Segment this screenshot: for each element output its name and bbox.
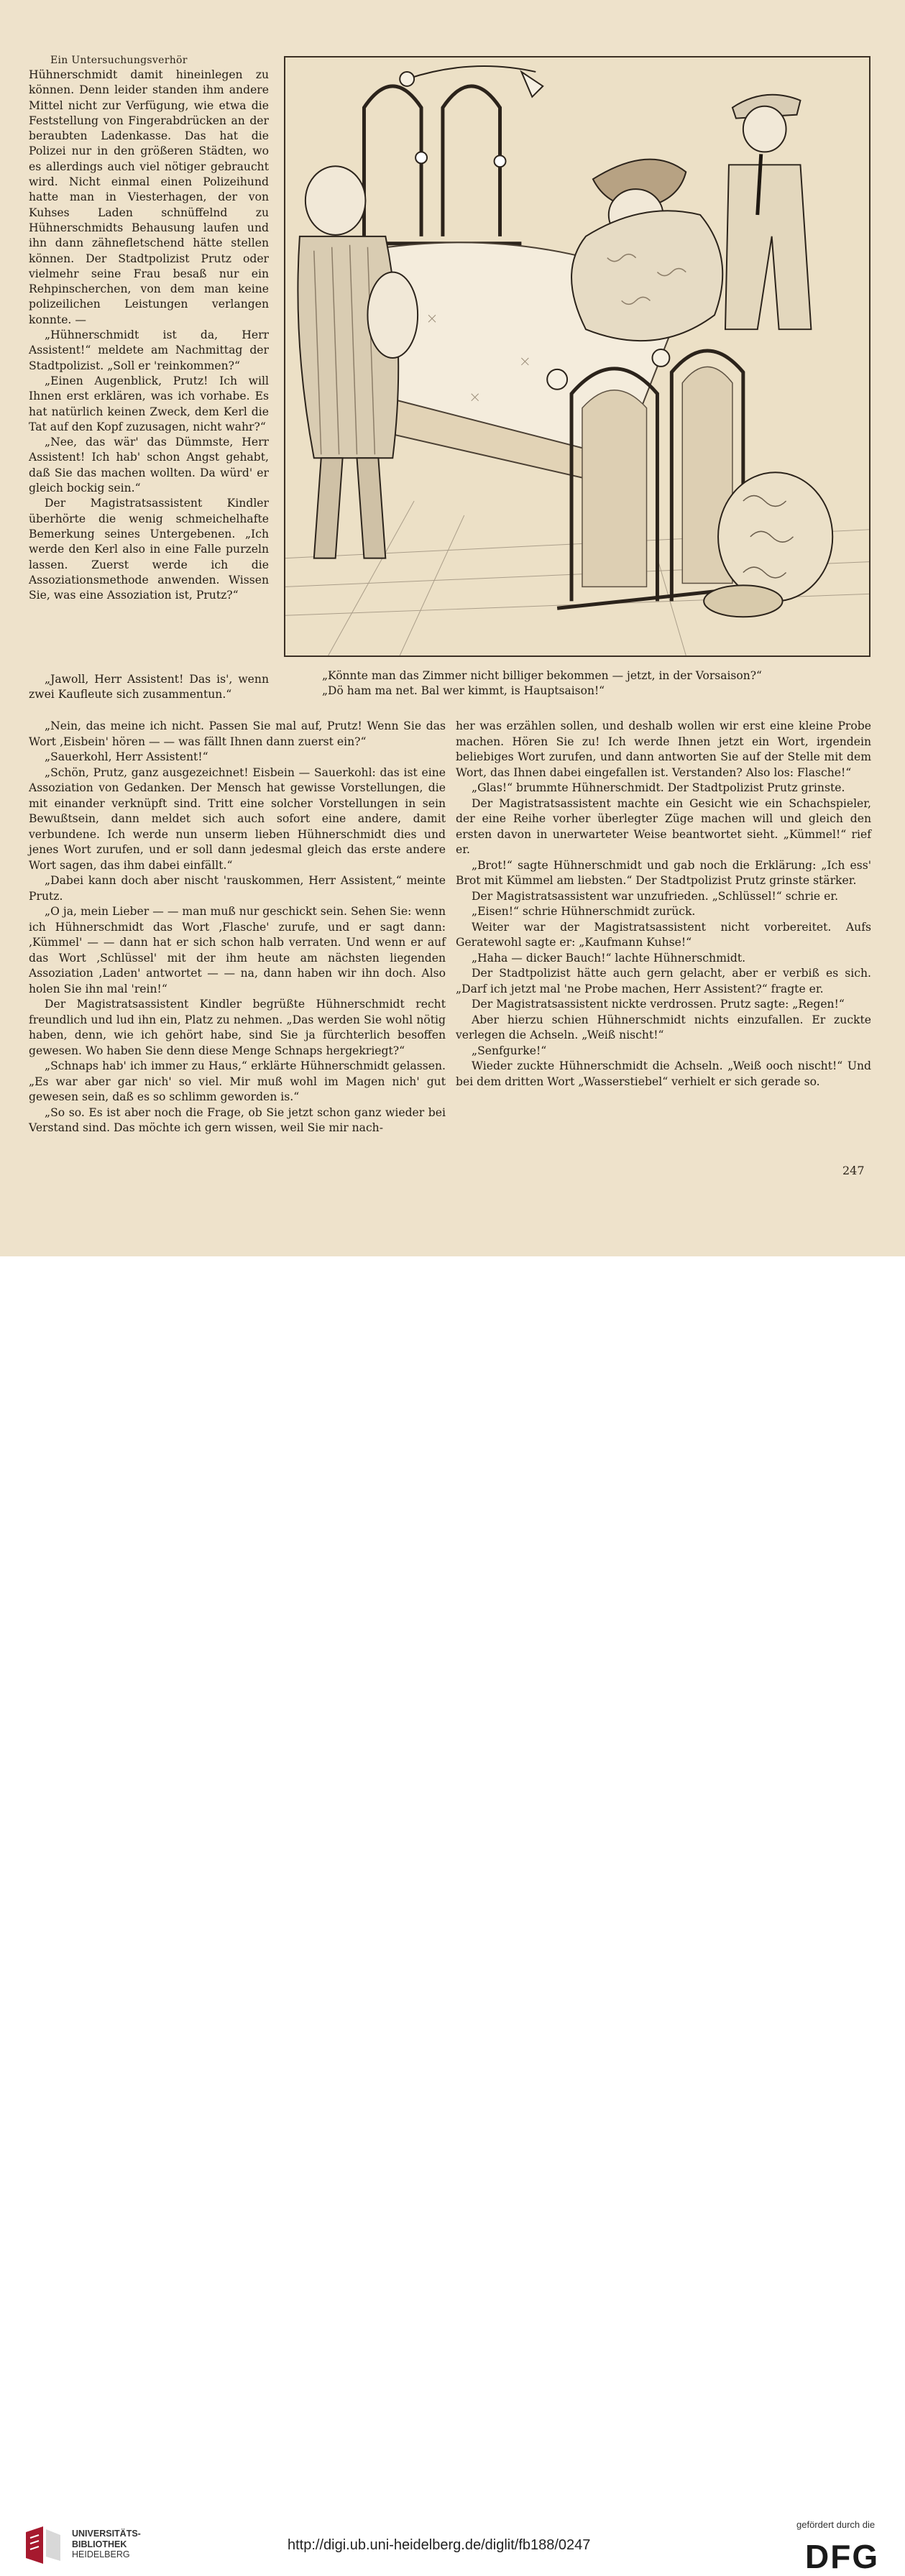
- paragraph: „Eisen!“ schrie Hühnerschmidt zurück.: [472, 905, 696, 918]
- text-column-right: [456, 719, 871, 1090]
- permalink-url[interactable]: http://digi.ub.uni-heidelberg.de/diglit/fb188/0247: [288, 2537, 591, 2553]
- paragraph: „Jawoll, Herr Assistent! Das is', wenn zwei Kaufleute sich zusammentun.“: [29, 673, 269, 702]
- paragraph: „Hühnerschmidt ist da, Herr Assistent!“ meldete am Nachmittag der Stadtpolizist. „Soll er 'reinkommen?“: [29, 328, 269, 372]
- paragraph: „Glas!“ brummte Hühnerschmidt. Der Stadtpolizist Prutz grinste.: [472, 781, 845, 794]
- page-number: 247: [842, 1164, 865, 1177]
- illustration-caption: [322, 668, 868, 699]
- paragraph: „Sauerkohl, Herr Assistent!“: [45, 750, 208, 763]
- paragraph: „Dabei kann doch aber nischt 'rauskommen, Herr Assistent,“ meinte Prutz.: [29, 874, 446, 903]
- paragraph: Aber hierzu schien Hühnerschmidt nichts einzufallen. Er zuckte verlegen die Achseln. „Weiß nischt!“: [456, 1013, 871, 1041]
- paragraph: „Nee, das wär' das Dümmste, Herr Assistent! Ich hab' schon Angst gehabt, daß Sie das machen wollten. Da würd' er gleich bockig sein.“: [29, 436, 269, 495]
- text-column-top: [29, 68, 269, 603]
- paragraph: Hühnerschmidt damit hineinlegen zu können. Denn leider standen ihm andere Mittel nicht zur Verfügung, wie etwa die Feststellung von Fingerabdrücken an der beraubten Ladenkasse. Das hat die Polizei nur in den größeren Städten, wo es allerdings auch viel nötiger gebraucht wird. Nicht einmal einen Polizeihund hatte man in Viesterhagen, der von Kuhses Laden schnüffelnd zu Hühnerschmidts Behausung laufen und ihn dann zähnefletschend hätte stellen können. Der Stadtpolizist Prutz oder vielmehr seine Frau besaß nur ein Rehpinscherchen, von dem man keine polizeilichen Leistungen verlangen konnte. —: [29, 68, 269, 326]
- caption-line-2: „Dö ham ma net. Bal wer kimmt, is Hauptsaison!“: [322, 684, 605, 697]
- illustration-hotel-room: [284, 56, 870, 657]
- paragraph: Der Magistratsassistent war unzufrieden. „Schlüssel!“ schrie er.: [472, 889, 839, 903]
- paragraph: „Schnaps hab' ich immer zu Haus,“ erklärte Hühnerschmidt gelassen. „Es war aber gar nich' so viel. Mir muß wohl im Magen nich' gut gewesen sein, daß es so schlimm geworden is.“: [29, 1059, 446, 1103]
- bed-scene-drawing: [285, 58, 869, 656]
- scanned-page: [0, 0, 905, 1256]
- paragraph: Der Magistratsassistent machte ein Gesicht wie ein Schachspieler, der eine Reihe vorher überlegter Züge machen will und gleich den ersten davon in unerwarteter Weise beantwortet sieht. „Kümmel!“ rief er.: [456, 796, 871, 856]
- paragraph: „Haha — dicker Bauch!“ lachte Hühnerschmidt.: [472, 951, 746, 965]
- paragraph: „Nein, das meine ich nicht. Passen Sie mal auf, Prutz! Wenn Sie das Wort ‚Eisbein' hören — — was fällt Ihnen dann zuerst ein?“: [29, 719, 446, 748]
- library-name-line-2: BIBLIOTHEK: [72, 2539, 127, 2549]
- university-library-logo-icon: [24, 2525, 62, 2565]
- paragraph: „Einen Augenblick, Prutz! Ich will Ihnen erst erklären, was ich vorhabe. Es hat natürlich keinen Zweck, dem Kerl die Tat auf den Kopf zuzusagen, nicht wahr?“: [29, 374, 269, 433]
- dfg-logo: DFG: [805, 2538, 880, 2575]
- caption-line-1: „Könnte man das Zimmer nicht billiger bekommen — jetzt, in der Vorsaison?“: [322, 669, 762, 682]
- university-library-name: [72, 2529, 141, 2560]
- text-column-left: [29, 719, 446, 1136]
- paragraph: „Brot!“ sagte Hühnerschmidt und gab noch die Erklärung: „Ich ess' Brot mit Kümmel am liebsten.“ Der Stadtpolizist Prutz grinste stärker.: [456, 858, 871, 887]
- running-head: Ein Untersuchungsverhör: [50, 55, 188, 66]
- paragraph: „So so. Es ist aber noch die Frage, ob Sie jetzt schon ganz wieder bei Verstand sind. Das möchte ich gern wissen, weil Sie mir nach-: [29, 1105, 446, 1134]
- paragraph: Weiter war der Magistratsassistent nicht vorbereitet. Aufs Geratewohl sagte er: „Kaufmann Kuhse!“: [456, 920, 871, 949]
- paragraph: Wieder zuckte Hühnerschmidt die Achseln. „Weiß ooch nischt!“ Und bei dem dritten Wort „Wasserstiebel“ verhielt er sich gerade so.: [456, 1059, 871, 1088]
- paragraph: „O ja, mein Lieber — — man muß nur geschickt sein. Sehen Sie: wenn ich Hühnerschmidt das Wort ‚Flasche' zurufe, und er sagt dann: ‚Kümmel' — — dann hat er sich schon halb verraten. Und wenn er auf das Wort ‚Schlüssel' mit der ihm heute am nächsten liegenden Assoziation ‚Laden' antwortet — — na, dann haben wir ihn doch. Also holen Sie ihn mal 'rein!“: [29, 905, 446, 995]
- paragraph: Der Magistratsassistent nickte verdrossen. Prutz sagte: „Regen!“: [472, 998, 845, 1011]
- digitization-footer: [0, 1256, 905, 2575]
- text-column-top-continued: [29, 672, 269, 703]
- paragraph: Der Magistratsassistent Kindler überhörte die wenig schmeichelhafte Bemerkung seines Untergebenen. „Ich werde den Kerl also in eine Falle purzeln lassen. Zuerst werde ich die Assoziationsmethode anwenden. Wissen Sie, was eine Assoziation ist, Prutz?“: [29, 497, 269, 602]
- paragraph: „Senfgurke!“: [472, 1044, 547, 1057]
- funded-by-label: gefördert durch die: [796, 2519, 876, 2530]
- paragraph: Der Stadtpolizist hätte auch gern gelacht, aber er verbiß es sich. „Darf ich jetzt mal 'ne Probe machen, Herr Assistent?“ fragte er.: [456, 967, 871, 995]
- paragraph: Der Magistratsassistent Kindler begrüßte Hühnerschmidt recht freundlich und lud ihn ein, Platz zu nehmen. „Das werden Sie wohl nötig haben, denn, wie ich gehört habe, sind Sie ja fürchterlich besoffen gewesen. Wo haben Sie denn diese Menge Schnaps hergekriegt?“: [29, 998, 446, 1057]
- paragraph: her was erzählen sollen, und deshalb wollen wir erst eine kleine Probe machen. Hören Sie zu! Ich werde Ihnen jetzt ein Wort, irgendein beliebiges Wort zurufen, und dann antworten Sie auf der Stelle mit dem Wort, das Ihnen dabei eingefallen ist. Verstanden? Also los: Flasche!“: [456, 719, 871, 779]
- library-name-line-1: UNIVERSITÄTS-: [72, 2529, 141, 2539]
- paragraph: „Schön, Prutz, ganz ausgezeichnet! Eisbein — Sauerkohl: das ist eine Assoziation von Gedanken. Der Mensch hat gewisse Vorstellungen, die mit einander verknüpft sind. Tritt eine solcher Vorstellungen in sein Bewußtsein, dann meldet sich auch sofort eine andere, damit verbundene. Ich werde nun unserm lieben Hühnerschmidt dies und jenes Wort zurufen, und er soll dann jedesmal gleich das erste andere Wort sagen, das ihm dabei einfällt.“: [29, 765, 446, 872]
- library-name-line-3: HEIDELBERG: [72, 2549, 130, 2559]
